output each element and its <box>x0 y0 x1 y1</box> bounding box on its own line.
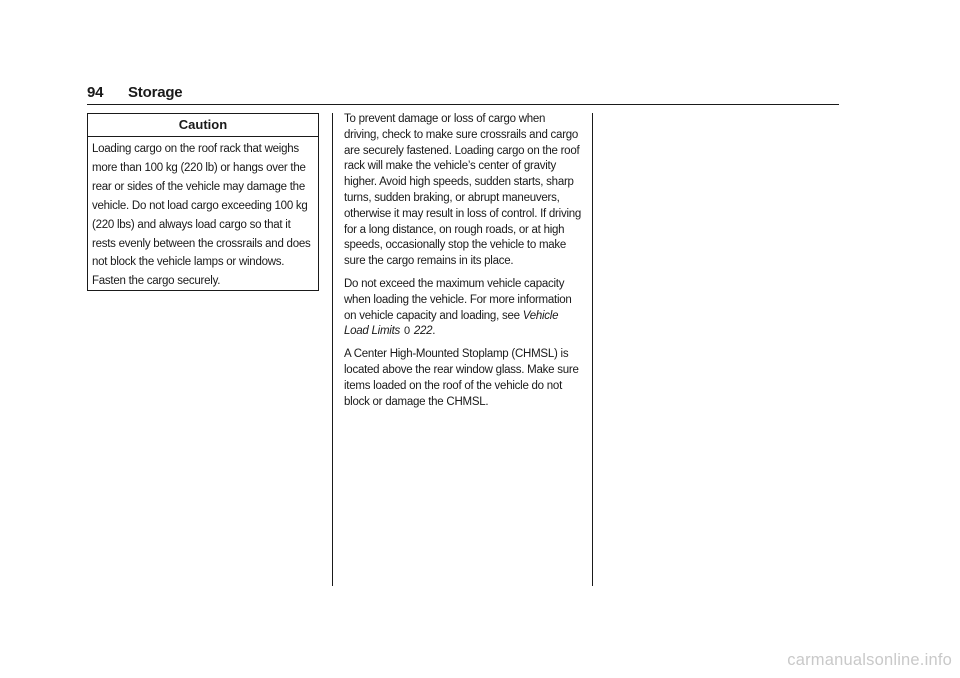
section-title: Storage <box>128 84 183 101</box>
page-header <box>87 84 839 105</box>
page-reference-icon: 0 <box>404 325 410 338</box>
vehicle-load-limits-link[interactable]: Vehicle Load Limits <box>344 309 559 338</box>
sentence-end: . <box>432 325 436 338</box>
caution-heading: Caution <box>88 114 318 137</box>
page-number: 94 <box>87 84 104 101</box>
caution-box <box>87 113 319 291</box>
column-divider <box>332 113 333 586</box>
column-divider <box>592 113 593 586</box>
paragraph-chmsl: A Center High-Mounted Stoplamp (CHMSL) is located above the rear window glass. Make sure items loaded on the roof of the vehicle do not block or damage the CHMSL. <box>344 348 579 408</box>
page-reference-number[interactable]: 222 <box>413 325 433 338</box>
capacity-text: Do not exceed the maximum vehicle capacity when loading the vehicle. For more information on vehicle capacity and loading, see <box>344 277 572 322</box>
main-column <box>344 112 582 417</box>
watermark: carmanualsonline.info <box>787 651 952 669</box>
caution-text: Loading cargo on the roof rack that weighs more than 100 kg (220 lb) or hangs over the rear or sides of the vehicle may damage the vehicle. Do not load cargo exceeding 100 kg (220 lbs) and always load cargo so that it rests evenly between the crossrails and does not block the vehicle lamps or windows. Fasten the cargo securely. <box>92 143 311 288</box>
paragraph-cargo-securing: To prevent damage or loss of cargo when driving, check to make sure crossrails and cargo are securely fastened. Loading cargo on the roof rack will make the vehicle’s center of gravity higher. Avoid high speeds, sudden starts, sharp turns, sudden braking, or abrupt maneuvers, otherwise it may result in loss of control. If driving for a long distance, on rough roads, or at high speeds, occasionally stop the vehicle to make sure the cargo remains in its place. <box>344 113 582 268</box>
paragraph-vehicle-capacity <box>344 277 582 340</box>
